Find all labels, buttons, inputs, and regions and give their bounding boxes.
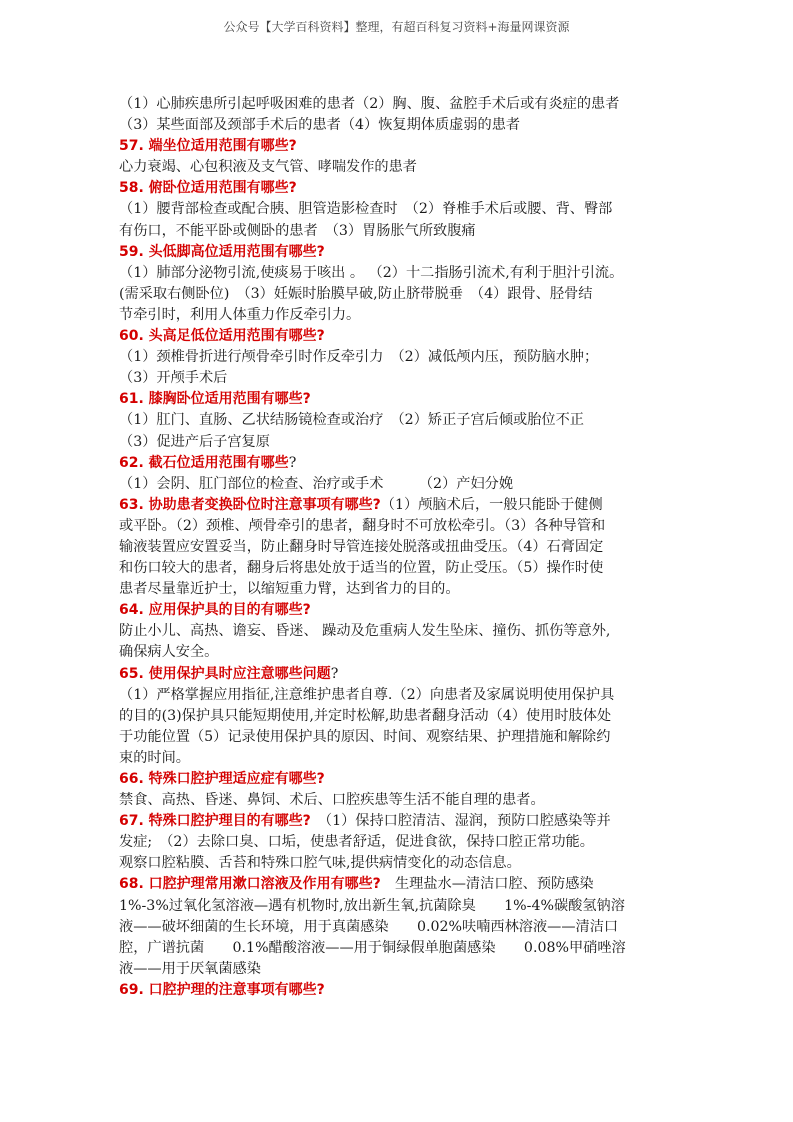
- answer-line: 禁食、高热、昏迷、鼻饲、术后、口腔疾患等生活不能自理的患者。: [119, 792, 545, 809]
- answer-line: （3）某些面部及颈部手术后的患者（4）恢复期体质虚弱的患者: [119, 117, 521, 134]
- question-heading: [119, 495, 679, 516]
- answer-line: 确保病人安全。: [119, 644, 219, 661]
- answer-text: （1）保持口腔清洁、湿润，预防口腔感染等并: [310, 813, 611, 830]
- answer-line: 或平卧。（2）颈椎、颅骨牵引的患者，翻身时不可放松牵引。（3）各种导管和: [119, 517, 606, 534]
- answer-line: 和伤口较大的患者，翻身后将患处放于适当的位置，防止受压。（5）操作时使: [119, 560, 604, 577]
- answer-text: ?: [288, 454, 297, 471]
- answer-line: 于功能位置（5）记录使用保护具的原因、时间、观察结果、护理措施和解除约: [119, 728, 611, 745]
- answer-line: （1）严格掌握应用指征,注意维护患者自尊.（2）向患者及家属说明使用保护具: [119, 686, 615, 703]
- question-title: 69. 口腔护理的注意事项有哪些?: [119, 981, 325, 998]
- answer-line: 腔，广谱抗菌 0.1%醋酸溶液——用于铜绿假单胞菌感染 0.08%甲硝唑溶: [119, 939, 626, 956]
- answer-line: 患者尽量靠近护士，以缩短重力臂，达到省力的目的。: [119, 581, 460, 598]
- question-heading: [119, 600, 679, 621]
- question-title: 67. 特殊口腔护理目的有哪些?: [119, 813, 311, 830]
- answer-text: 生理盐水—清洁口腔、预防感染: [380, 876, 594, 893]
- question-title: 63. 协助患者变换卧位时注意事项有哪些?: [119, 496, 381, 513]
- answer-line: （1）颈椎骨折进行颅骨牵引时作反牵引力 （2）减低颅内压，预防脑水肿；: [119, 349, 599, 366]
- question-heading: [119, 811, 679, 832]
- question-heading: [119, 389, 679, 410]
- answer-line: 的目的(3)保护具只能短期使用,并定时松解,助患者翻身活动（4）使用时肢体处: [119, 707, 612, 724]
- question-title: 57. 端坐位适用范围有哪些?: [119, 138, 297, 155]
- question-heading: [119, 453, 679, 474]
- question-title: 65. 使用保护具时应注意哪些问题: [119, 665, 331, 682]
- question-title: 68. 口腔护理常用漱口溶液及作用有哪些?: [119, 876, 381, 893]
- question-title: 59. 头低脚高位适用范围有哪些?: [119, 243, 325, 260]
- answer-line: 1%-3%过氧化氢溶液—遇有机物时,放出新生氧,抗菌除臭 1%-4%碳酸氢钠溶: [119, 897, 625, 914]
- answer-line: （1）会阴、肛门部位的检查、治疗或手术 （2）产妇分娩: [119, 475, 514, 492]
- answer-line: 防止小儿、高热、谵妄、昏迷、 躁动及危重病人发生坠床、撞伤、抓伤等意外,: [119, 623, 611, 640]
- answer-line: 观察口腔粘膜、舌苔和特殊口腔气味,提供病情变化的动态信息。: [119, 855, 521, 872]
- question-heading: [119, 178, 679, 199]
- question-heading: [119, 326, 679, 347]
- document-body: [119, 94, 679, 1001]
- question-title: 61. 膝胸卧位适用范围有哪些?: [119, 391, 311, 408]
- answer-line: （3）开颅手术后: [119, 370, 228, 387]
- answer-line: 液——用于厌氧菌感染: [119, 960, 261, 977]
- answer-line: 输液装置应安置妥当，防止翻身时导管连接处脱落或扭曲受压。（4）石膏固定: [119, 538, 604, 555]
- answer-line: 发症; （2）去除口臭、口垢，使患者舒适，促进食欲，保持口腔正常功能。: [119, 834, 594, 851]
- answer-line: （1）肺部分泌物引流,使痰易于咳出 。 （2）十二指肠引流术,有利于胆汁引流。: [119, 264, 624, 281]
- question-title: 62. 截石位适用范围有哪些: [119, 454, 289, 471]
- answer-line: （1）腰背部检查或配合胰、胆管造影检查时 （2）脊椎手术后或腰、背、臀部: [119, 201, 613, 218]
- answer-line: （1）肛门、直肠、乙状结肠镜检查或治疗 （2）矫正子宫后倾或胎位不正: [119, 412, 584, 429]
- question-heading: [119, 769, 679, 790]
- answer-line: 束的时间。: [119, 749, 190, 766]
- question-heading: [119, 242, 679, 263]
- question-title: 66. 特殊口腔护理适应症有哪些?: [119, 771, 325, 787]
- question-heading: [119, 136, 679, 157]
- question-title: 64. 应用保护具的目的有哪些?: [119, 602, 311, 619]
- page-header: 公众号【大学百科资料】整理，有超百科复习资料+海量网课资源: [223, 20, 570, 34]
- answer-line: （3）促进产后子宫复原: [119, 433, 270, 450]
- question-heading: [119, 980, 679, 1001]
- answer-line: （1）心肺疾患所引起呼吸困难的患者（2）胸、腹、盆腔手术后或有炎症的患者: [119, 96, 620, 112]
- answer-line: (需采取右侧卧位) （3）妊娠时胎膜早破,防止脐带脱垂 （4）跟骨、胫骨结: [119, 285, 593, 302]
- answer-line: 节牵引时，利用人体重力作反牵引力。: [119, 306, 361, 323]
- answer-line: 心力衰竭、心包积液及支气管、哮喘发作的患者: [119, 159, 417, 176]
- question-title: 60. 头高足低位适用范围有哪些?: [119, 328, 325, 345]
- answer-line: 液——破坏细菌的生长环境，用于真菌感染 0.02%呋喃西林溶液——清洁口: [119, 918, 619, 935]
- question-title: 58. 俯卧位适用范围有哪些?: [119, 180, 297, 197]
- answer-line: 有伤口，不能平卧或侧卧的患者 （3）胃肠胀气所致腹痛: [119, 222, 476, 239]
- answer-text: ?: [330, 665, 339, 682]
- answer-text: （1）颅脑术后，一般只能卧于健侧: [380, 496, 603, 513]
- question-heading: [119, 874, 679, 895]
- question-heading: [119, 664, 679, 685]
